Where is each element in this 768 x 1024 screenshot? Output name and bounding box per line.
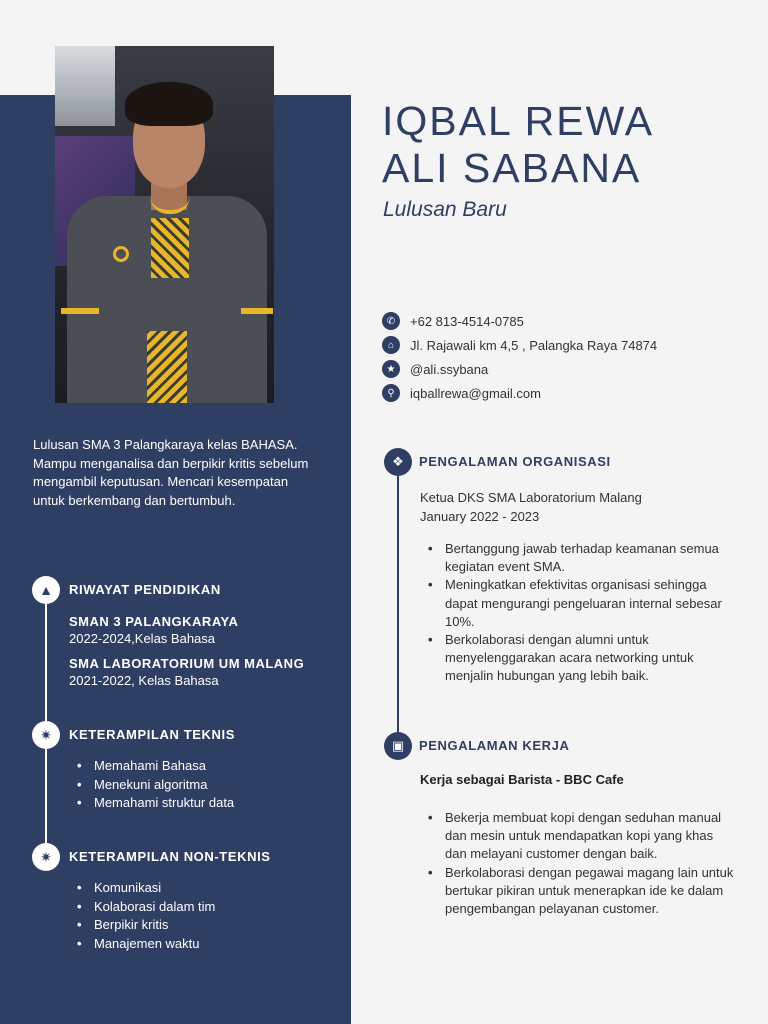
profile-summary: Lulusan SMA 3 Palangkaraya kelas BAHASA. Mampu menganalisa dan berpikir kritis sebelum mengambil keputusan. Mencari kesempatan untuk berkembang dan bertumbuh.	[33, 437, 309, 508]
education-heading: RIWAYAT PENDIDIKAN	[69, 582, 221, 597]
work-duties-list	[426, 809, 736, 918]
name-line-1: IQBAL REWA	[382, 98, 655, 144]
name-line-2: ALI SABANA	[382, 145, 642, 191]
contact-phone-text: +62 813-4514-0785	[410, 313, 524, 329]
search-icon: ⚲	[382, 384, 400, 402]
organization-period: January 2022 - 2023	[420, 509, 540, 524]
puzzle-icon: ✷	[32, 721, 60, 749]
contact-address-text: Jl. Rajawali km 4,5 , Palangka Raya 74874	[410, 337, 658, 353]
job-title: Kerja sebagai Barista - BBC Cafe	[420, 772, 624, 787]
list-item: • Berkolaborasi dengan pegawai magang lain untuk bertukar pikiran untuk menerapkan ide ke dalam pengembangan pelayanan customer.	[445, 864, 736, 919]
organization-heading: PENGALAMAN ORGANISASI	[419, 454, 611, 469]
contact-social[interactable]	[382, 357, 657, 381]
briefcase-icon: ▣	[384, 732, 412, 760]
contact-address[interactable]	[382, 333, 657, 357]
education-item	[69, 656, 304, 688]
list-item: • Komunikasi	[94, 879, 215, 898]
puzzle-icon: ✷	[32, 843, 60, 871]
list-item: • Berpikir kritis	[94, 916, 215, 935]
work-heading: PENGALAMAN KERJA	[419, 738, 570, 753]
school-detail: 2022-2024,Kelas Bahasa	[69, 631, 216, 646]
contact-list	[382, 309, 657, 405]
contact-social-text: @ali.ssybana	[410, 361, 489, 377]
list-item: • Memahami struktur data	[94, 794, 234, 813]
star-icon: ★	[382, 360, 400, 378]
list-item: • Meningkatkan efektivitas organisasi sehingga dapat mengurangi pengeluaran internal sebesar 10%.	[445, 576, 736, 631]
organization-role-title: Ketua DKS SMA Laboratorium Malang	[420, 490, 642, 505]
candidate-subtitle: Lulusan Baru	[383, 198, 507, 221]
list-item: • Manajemen waktu	[94, 935, 215, 954]
list-item: • Kolaborasi dalam tim	[94, 898, 215, 917]
profile-photo	[55, 46, 274, 403]
soft-skills-heading: KETERAMPILAN NON-TEKNIS	[69, 849, 271, 864]
organization-duties-list	[426, 540, 736, 686]
list-item: • Berkolaborasi dengan alumni untuk menyelenggarakan acara networking untuk menjalin hubungan yang lebih baik.	[445, 631, 736, 686]
list-item: • Bekerja membuat kopi dengan seduhan manual dan mesin untuk mendapatkan kopi yang khas dan melayani customer dengan baik.	[445, 809, 736, 864]
education-item	[69, 614, 238, 646]
technical-skills-heading: KETERAMPILAN TEKNIS	[69, 727, 235, 742]
technical-skills-list	[75, 757, 234, 813]
school-detail: 2021-2022, Kelas Bahasa	[69, 673, 219, 688]
home-icon: ⌂	[382, 336, 400, 354]
contact-email[interactable]	[382, 381, 657, 405]
contact-email-text: iqballrewa@gmail.com	[410, 385, 541, 401]
candidate-name	[382, 98, 654, 192]
organization-role	[420, 488, 642, 526]
list-item: • Bertanggung jawab terhadap keamanan semua kegiatan event SMA.	[445, 540, 736, 576]
phone-icon: ✆	[382, 312, 400, 330]
network-icon: ❖	[384, 448, 412, 476]
soft-skills-list	[75, 879, 215, 953]
school-name: SMAN 3 PALANGKARAYA	[69, 614, 239, 629]
list-item: • Menekuni algoritma	[94, 776, 234, 795]
main-timeline-line	[397, 462, 399, 744]
graduation-cap-icon: ▲	[32, 576, 60, 604]
list-item: • Memahami Bahasa	[94, 757, 234, 776]
school-name: SMA LABORATORIUM UM MALANG	[69, 656, 305, 671]
contact-phone[interactable]	[382, 309, 657, 333]
